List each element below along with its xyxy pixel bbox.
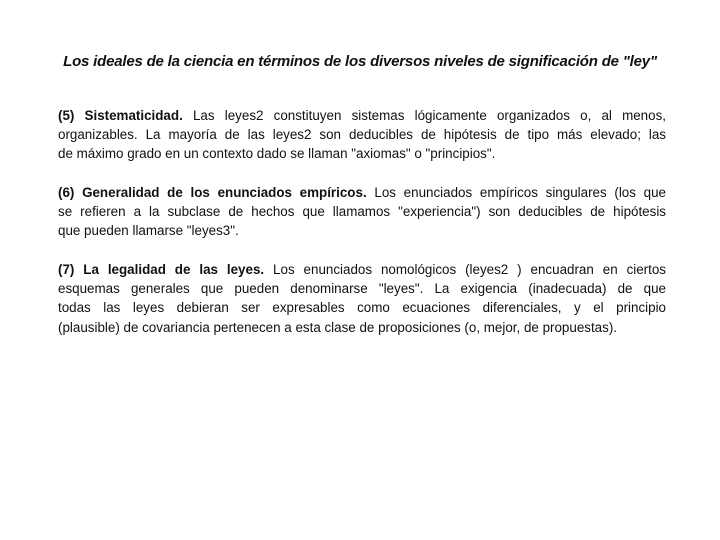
paragraph-line: todas las leyes debieran ser expresables como ecuaciones diferenciales, y el principio	[58, 300, 666, 316]
page-title: Los ideales de la ciencia en términos de los diversos niveles de significación de "ley"	[63, 53, 657, 70]
paragraph-legalidad	[58, 260, 666, 337]
paragraph-lead: (5) Sistematicidad.	[58, 108, 183, 123]
paragraph-line: esquemas generales que pueden denominarse "leyes". La exigencia (inadecuada) de que	[58, 281, 666, 297]
paragraph-line: se refieren a la subclase de hechos que llamamos "experiencia") son deducibles de hipótesis	[58, 204, 666, 220]
paragraph-lead: (6) Generalidad de los enunciados empíricos.	[58, 185, 367, 200]
paragraph-generalidad	[58, 183, 666, 241]
paragraph-text: Los enunciados nomológicos (leyes2 ) encuadran en ciertos	[264, 262, 667, 277]
paragraph-line	[58, 183, 666, 202]
paragraph-line: (plausible) de covariancia pertenecen a esta clase de proposiciones (o, mejor, de propuestas).	[58, 319, 618, 335]
paragraph-sistematicidad	[58, 106, 666, 164]
paragraph-text: Las leyes2 constituyen sistemas lógicamente organizados o, al menos,	[182, 108, 666, 123]
paragraph-lead: (7) La legalidad de las leyes.	[58, 262, 265, 277]
paragraph-line	[58, 260, 666, 279]
paragraph-line: organizables. La mayoría de las leyes2 son deducibles de hipótesis de tipo más elevado; las	[58, 127, 666, 143]
paragraph-line: de máximo grado en un contexto dado se llaman "axiomas" o "principios".	[58, 146, 496, 162]
paragraph-line	[58, 106, 666, 125]
paragraph-text: Los enunciados empíricos singulares (los que	[366, 185, 666, 200]
paragraph-line: que pueden llamarse "leyes3".	[58, 223, 239, 239]
